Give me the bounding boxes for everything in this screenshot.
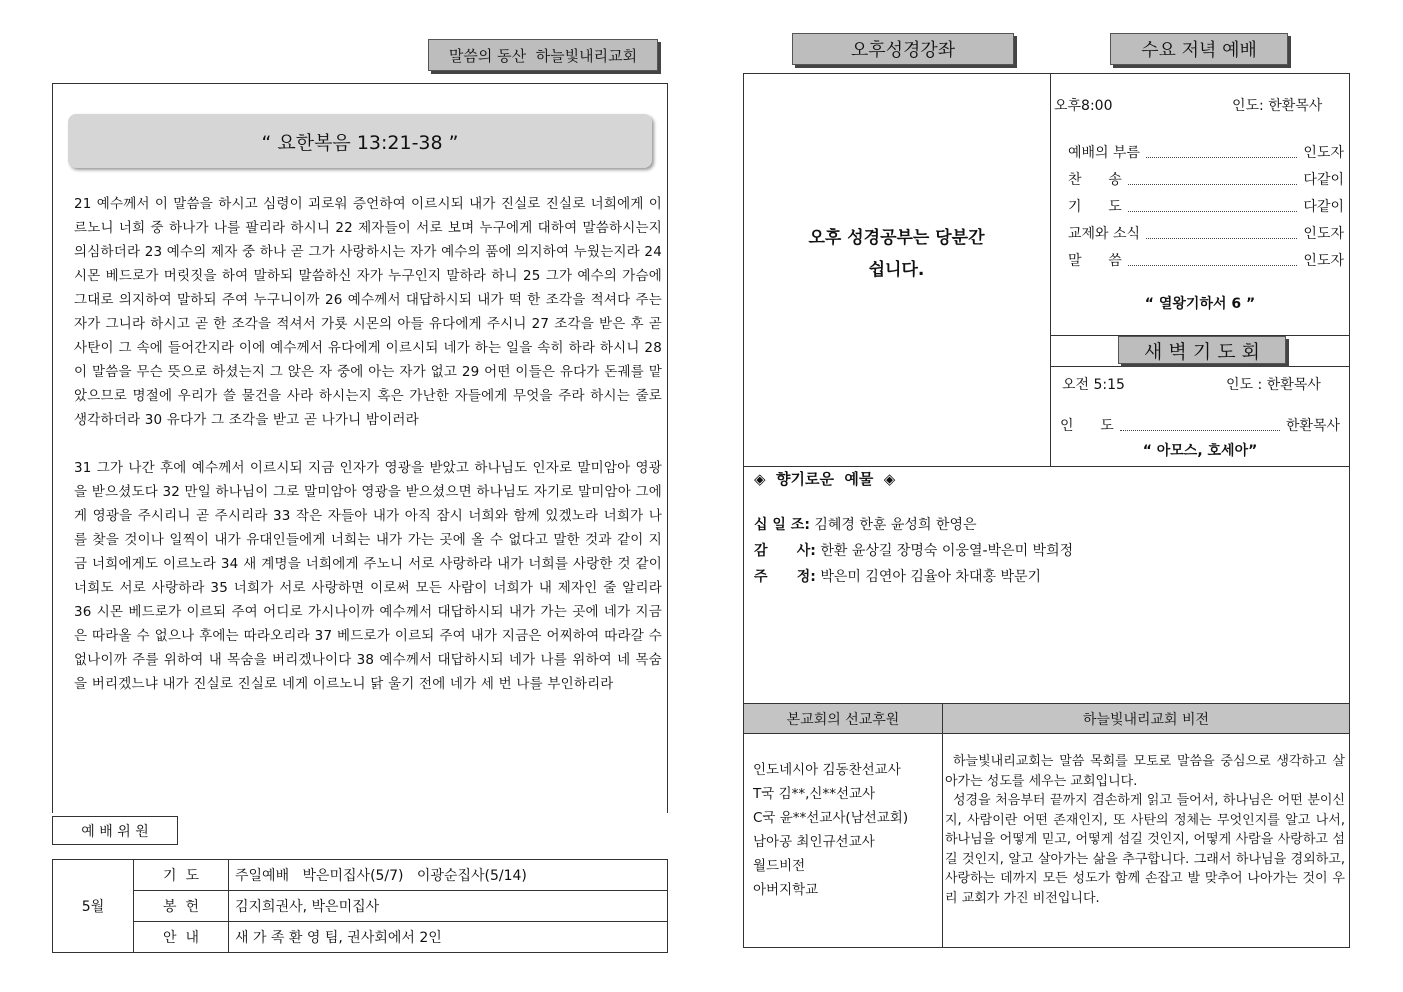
committee-label-box bbox=[52, 816, 178, 845]
scripture-text bbox=[74, 192, 662, 696]
committee-label: 예 배 위 원 bbox=[81, 823, 149, 840]
order-row bbox=[1068, 243, 1344, 270]
dawn-row-value: 한환목사 bbox=[1285, 418, 1340, 434]
order-item: 예배의 부름 bbox=[1068, 145, 1141, 161]
offering-row bbox=[754, 564, 1073, 590]
committee-role: 안 내 bbox=[134, 922, 229, 953]
committee-value: 주일예배 박은미집사(5/7) 이광순집사(5/14) bbox=[229, 860, 668, 891]
offering-names: 김혜경 한훈 윤성희 한영은 bbox=[814, 517, 977, 533]
committee-row bbox=[53, 922, 668, 953]
committee-row bbox=[53, 891, 668, 922]
committee-value: 김지희권사, 박은미집사 bbox=[229, 891, 668, 922]
order-of-service bbox=[1068, 135, 1344, 270]
divider bbox=[942, 734, 943, 948]
scripture-paragraph-2: 31 그가 나간 후에 예수께서 이르시되 지금 인자가 영광을 받았고 하나님도 인자로 말미암아 영광을 받으셨도다 32 만일 하나님이 그로 말미암아 영광을 받으셨으면 하나님도 자기로 말미암아 그에게 영광을 주시리니 곧 주시리라 33 작은 자들아 내가 아직 잠시 너희와 함께 있겠노라 너희가 나를 찾을 것이나 일찍이 내가 유대인들에게 너희는 내가 가는 곳에 올 수 없다고 말한 것과 같이 지금 너희에게도 이르노라 34 새 계명을 너희에게 주노니 서로 사랑하라 내가 너희를 사랑한 것 같이 너희도 서로 사랑하라 35 너희가 서로 사랑하면 이로써 모든 사람이 너희가 내 제자인 줄 알리라 36 시몬 베드로가 이르되 주여 어디로 가시나이까 예수께서 대답하시되 내가 가는 곳에 네가 지금은 따라올 수 없으나 후에는 따라오리라 37 베드로가 이르되 주여 내가 지금은 어찌하여 따라갈 수 없나이까 주를 위하여 내 목숨을 버리겠나이다 38 예수께서 대답하시되 네가 나를 위하여 네 목숨을 버리겠느냐 내가 진실로 진실로 네게 이르노니 닭 울기 전에 네가 세 번 나를 부인하리라 bbox=[74, 460, 662, 692]
wednesday-tab-label: 수요 저녁 예배 bbox=[1141, 40, 1257, 61]
leader-dots bbox=[1146, 157, 1297, 158]
divider bbox=[743, 466, 1350, 467]
dawn-time: 오전 5:15 bbox=[1062, 377, 1125, 393]
church-tag bbox=[428, 39, 658, 71]
dawn-row-label: 인 도 bbox=[1060, 418, 1114, 434]
mission-vision-header bbox=[744, 703, 1349, 734]
wed-leader: 인도: 한환목사 bbox=[1232, 98, 1323, 114]
mission-item: 월드비전 bbox=[753, 858, 806, 874]
committee-role: 봉 헌 bbox=[134, 891, 229, 922]
leader-dots bbox=[1128, 184, 1298, 185]
leader-dots bbox=[1128, 265, 1298, 266]
vision-paragraph-2: 성경을 처음부터 끝까지 겸손하게 읽고 들어서, 하나님은 어떤 분이신지, 사람이란 어떤 존재인지, 또 사탄의 정체는 무엇인지를 알고 나서, 하나님을 어떻게 믿고, 어떻게 섬길 것인지, 어떻게 사람을 사랑하고 섬길 것인지, 알고 살아가는 삶을 추구합니다. 그래서 하나님을 경외하고, 사랑하는 데까지 모든 성도가 함께 손잡고 발 맞추어 나아가는 것이 우리 교회가 가진 비전입니다. bbox=[945, 793, 1345, 906]
wed-text: “ 열왕기하서 6 ” bbox=[1144, 296, 1256, 312]
order-who: 인도자 bbox=[1303, 253, 1344, 269]
committee-value: 새 가 족 환 영 팀, 권사회에서 2인 bbox=[229, 922, 668, 953]
vision-paragraph-1: 하늘빛내리교회는 말씀 목회를 모토로 말씀을 중심으로 생각하고 살아가는 성도를 세우는 교회입니다. bbox=[945, 754, 1345, 789]
order-item: 기 도 bbox=[1068, 199, 1122, 215]
wed-time: 오후8:00 bbox=[1054, 98, 1113, 114]
mission-item: 아버지학교 bbox=[753, 882, 819, 898]
leader-dots bbox=[1146, 238, 1297, 239]
order-who: 인도자 bbox=[1303, 226, 1344, 242]
leader-dots bbox=[1120, 430, 1280, 431]
afternoon-tab-label: 오후성경강좌 bbox=[850, 40, 956, 61]
order-item: 교제와 소식 bbox=[1068, 226, 1141, 242]
afternoon-notice-line1: 오후 성경공부는 당분간 bbox=[808, 228, 985, 248]
order-who: 인도자 bbox=[1303, 145, 1344, 161]
offering-row bbox=[754, 538, 1073, 564]
order-who: 다같이 bbox=[1303, 199, 1344, 215]
offering-list bbox=[754, 512, 1073, 590]
afternoon-notice bbox=[743, 222, 1050, 286]
leader-dots bbox=[1128, 211, 1298, 212]
scripture-paragraph-1: 21 예수께서 이 말씀을 하시고 심령이 괴로워 증언하여 이르시되 내가 진실로 진실로 너희에게 이르노니 너희 중 하나가 나를 팔리라 하시니 22 제자들이 서로 보며 누구에게 대하여 말씀하시는지 의심하더라 23 예수의 제자 중 하나 곧 그가 사랑하시는 자가 예수의 품에 의지하여 누웠는지라 24 시몬 베드로가 머릿짓을 하여 말하되 말씀하신 자가 누구인지 말하라 하니 25 그가 예수의 가슴에 그대로 의지하여 말하되 주여 누구니이까 26 예수께서 대답하시되 내가 떡 한 조각을 적셔다 주는 자가 그니라 하시고 곧 한 조각을 적셔서 가룟 시몬의 아들 유다에게 주시니 27 조각을 받은 후 곧 사탄이 그 속에 들어간지라 이에 예수께서 유다에게 이르시되 네가 하는 일을 속히 하라 하시니 28 이 말씀을 무슨 뜻으로 하셨는지 그 앉은 자 중에 아는 자가 없고 29 어떤 이들은 유다가 돈궤를 맡았으므로 명절에 우리가 쓸 물건을 사라 하시는지 혹은 가난한 자들에게 무엇을 주라 하시는 줄로 생각하더라 30 유다가 그 조각을 받고 곧 나가니 밤이러라 bbox=[74, 196, 662, 428]
order-who: 다같이 bbox=[1303, 172, 1344, 188]
afternoon-tab bbox=[792, 33, 1014, 65]
mission-item: C국 윤**선교사(남선교회) bbox=[753, 810, 909, 826]
dawn-row bbox=[1060, 408, 1340, 435]
order-item: 찬 송 bbox=[1068, 172, 1122, 188]
divider bbox=[1050, 366, 1350, 367]
offering-label: 십 일 조: bbox=[754, 517, 810, 533]
mission-item: 인도네시아 김동찬선교사 bbox=[753, 762, 901, 778]
committee-role: 기 도 bbox=[134, 860, 229, 891]
scripture-title: “ 요한복음 13:21-38 ” bbox=[261, 131, 459, 154]
dawn-text: “ 아모스, 호세아” bbox=[1142, 443, 1258, 459]
divider bbox=[1050, 73, 1051, 466]
dawn-leader: 인도 : 한환목사 bbox=[1226, 377, 1321, 393]
church-tag-text: 말씀의 동산 하늘빛내리교회 bbox=[448, 46, 638, 65]
mission-item: 남아공 최인규선교사 bbox=[753, 834, 875, 850]
vision-header: 하늘빛내리교회 비전 bbox=[1082, 711, 1210, 728]
vision-text bbox=[945, 752, 1345, 908]
order-row bbox=[1068, 216, 1344, 243]
afternoon-notice-line2: 쉽니다. bbox=[868, 260, 925, 280]
mission-list bbox=[753, 758, 908, 902]
mission-item: T국 김**,신**선교사 bbox=[753, 786, 876, 802]
dawn-tab-label: 새 벽 기 도 회 bbox=[1144, 340, 1260, 363]
offering-label: 주 정: bbox=[754, 569, 816, 585]
committee-table bbox=[52, 859, 668, 953]
scripture-title-bar bbox=[68, 114, 652, 168]
order-row bbox=[1068, 135, 1344, 162]
committee-row bbox=[53, 860, 668, 891]
order-row bbox=[1068, 162, 1344, 189]
committee-month: 5월 bbox=[53, 860, 134, 953]
offering-row bbox=[754, 512, 1073, 538]
order-item: 말 씀 bbox=[1068, 253, 1122, 269]
offering-names: 박은미 김연아 김율아 차대홍 박문기 bbox=[820, 569, 1042, 585]
offering-label: 감 사: bbox=[754, 543, 816, 559]
wednesday-tab bbox=[1110, 33, 1288, 65]
offering-title: ◈ 향기로운 예물 ◈ bbox=[754, 470, 896, 488]
mission-header: 본교회의 선교후원 bbox=[744, 704, 943, 733]
dawn-tab bbox=[1118, 336, 1286, 364]
offering-names: 한환 윤상길 장명숙 이웅열-박은미 박희정 bbox=[820, 543, 1074, 559]
order-row bbox=[1068, 189, 1344, 216]
